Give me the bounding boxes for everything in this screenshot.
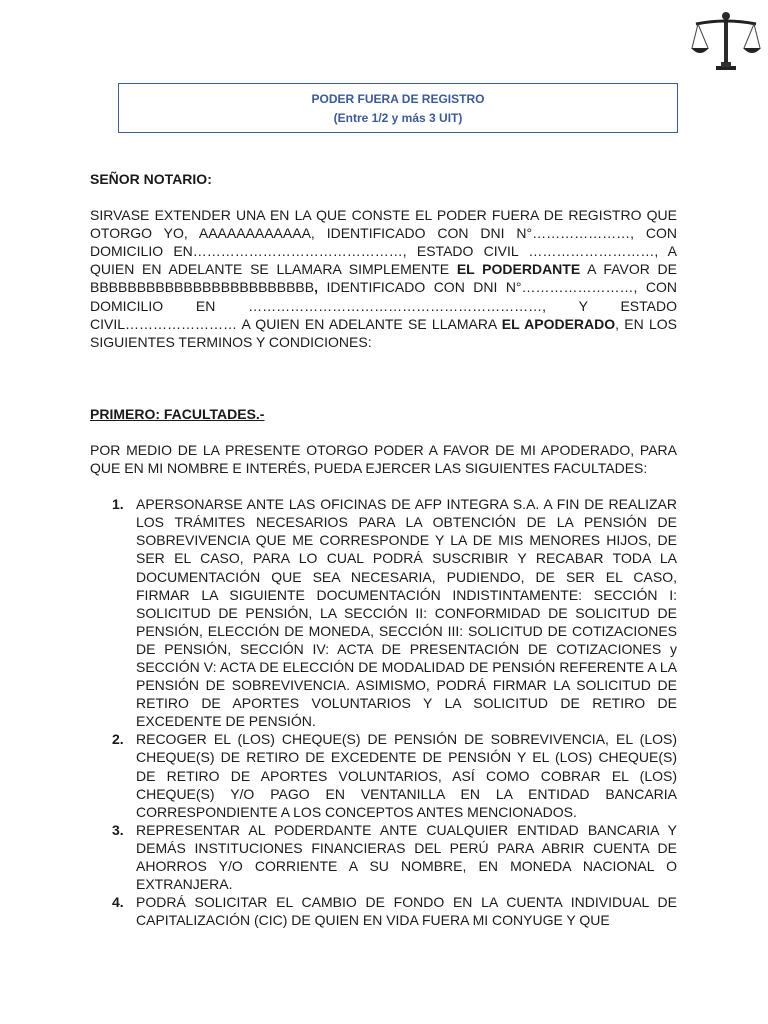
list-item-number: 1. xyxy=(112,496,124,513)
intro-paragraph xyxy=(90,206,677,351)
intro-text-2: A FAVOR DE BBBBBBBBBBBBBBBBBBBBBBBB xyxy=(90,261,677,296)
salutation: SEÑOR NOTARIO: xyxy=(90,171,212,187)
list-item-text: APERSONARSE ANTE LAS OFICINAS DE AFP INTEGRA S.A. A FIN DE REALIZAR LOS TRÁMITES NECESARIOS PARA LA OBTENCIÓN DE LA PENSIÓN DE SOBREVIVENCIA QUE ME CORRESPONDE Y LA DE MIS MENORES HIJOS, DE SER EL CASO, PARA LO CUAL PODRÁ SUSCRIBIR Y RECABAR TODA LA DOCUMENTACIÓN QUE SEA NECESARIA, PUDIENDO, DE SER EL CASO, FIRMAR LA SIGUIENTE DOCUMENTACIÓN INDISTINTAMENTE: SECCIÓN I: SOLICITUD DE PENSIÓN, LA SECCIÓN II: CONFORMIDAD DE SOLICITUD DE PENSIÓN, ELECCIÓN DE MONEDA, SECCIÓN III: SOLICITUD DE COTIZACIONES DE PENSIÓN, SECCIÓN IV: ACTA DE PRESENTACIÓN DE COTIZACIONES y SECCIÓN V: ACTA DE ELECCIÓN DE MODALIDAD DE PENSIÓN REFERENTE A LA PENSIÓN DE SOBREVIVENCIA. ASIMISMO, PODRÁ FIRMAR LA SOLICITUD DE RETIRO DE APORTES VOLUNTARIOS Y LA SOLICITUD DE RETIRO DE EXCEDENTE DE PENSIÓN. xyxy=(136,496,677,730)
list-item-text: REPRESENTAR AL PODERDANTE ANTE CUALQUIER ENTIDAD BANCARIA Y DEMÁS INSTITUCIONES FINANCIERAS DEL PERÚ PARA ABRIR CUENTA DE AHORROS Y/O CORRIENTE A SU NOMBRE, EN MONEDA NACIONAL O EXTRANJERA. xyxy=(136,821,677,893)
intro-comma: , xyxy=(314,279,318,296)
scales-of-justice-icon xyxy=(690,8,762,74)
intro-poderdante: EL PODERDANTE xyxy=(456,261,581,278)
intro-text-1: SIRVASE EXTENDER UNA EN LA QUE CONSTE EL PODER FUERA DE REGISTRO QUE OTORGO YO, AAAAAAAAAAAA, IDENTIFICADO CON DNI N°…………………, CON DOMICILIO EN………………………………………, ESTADO CIVIL ………………………, A QUIEN EN ADELANTE SE LLAMARA SIMPLEMENTE xyxy=(90,207,677,278)
section-heading-primero: PRIMERO: FACULTADES.- xyxy=(90,405,265,422)
intro-apoderado: EL APODERADO xyxy=(501,315,616,332)
list-item xyxy=(90,730,677,820)
intro-text-4: , EN LOS SIGUIENTES TERMINOS Y CONDICIONES: xyxy=(90,315,677,350)
list-item xyxy=(90,495,677,730)
list-item-text: RECOGER EL (LOS) CHEQUE(S) DE PENSIÓN DE SOBREVIVENCIA, EL (LOS) CHEQUE(S) DE RETIRO DE EXCEDENTE DE PENSIÓN Y EL (LOS) CHEQUE(S) DE RETIRO DE APORTES VOLUNTARIOS, ASÍ COMO COBRAR EL (LOS) CHEQUE(S) Y/O PAGO EN VENTANILLA EN LA ENTIDAD BANCARIA CORRESPONDIENTE A LOS CONCEPTOS ANTES MENCIONADOS. xyxy=(136,731,677,820)
document-title-box xyxy=(118,83,678,133)
document-title: PODER FUERA DE REGISTRO xyxy=(311,92,485,106)
facultades-list xyxy=(90,495,677,929)
list-item-number: 2. xyxy=(112,731,124,748)
section-lead: POR MEDIO DE LA PRESENTE OTORGO PODER A FAVOR DE MI APODERADO, PARA QUE EN MI NOMBRE E INTERÉS, PUEDA EJERCER LAS SIGUIENTES FACULTADES: xyxy=(90,441,677,477)
list-item xyxy=(90,821,677,893)
document-body xyxy=(90,170,677,929)
list-item xyxy=(90,893,677,929)
document-subtitle: (Entre 1/2 y más 3 UIT) xyxy=(333,111,463,125)
intro-text-3: IDENTIFICADO CON DNI N°……………………, CON DOMICILIO EN ………………………………………………………, Y ESTADO CIVIL…………………… A QUIEN EN ADELANTE SE LLAMARA xyxy=(90,279,677,332)
list-item-text: PODRÁ SOLICITAR EL CAMBIO DE FONDO EN LA CUENTA INDIVIDUAL DE CAPITALIZACIÓN (CIC) DE QUIEN EN VIDA FUERA MI CONYUGE Y QUE xyxy=(136,894,677,929)
list-item-number: 4. xyxy=(112,894,124,911)
list-item-number: 3. xyxy=(112,821,124,838)
